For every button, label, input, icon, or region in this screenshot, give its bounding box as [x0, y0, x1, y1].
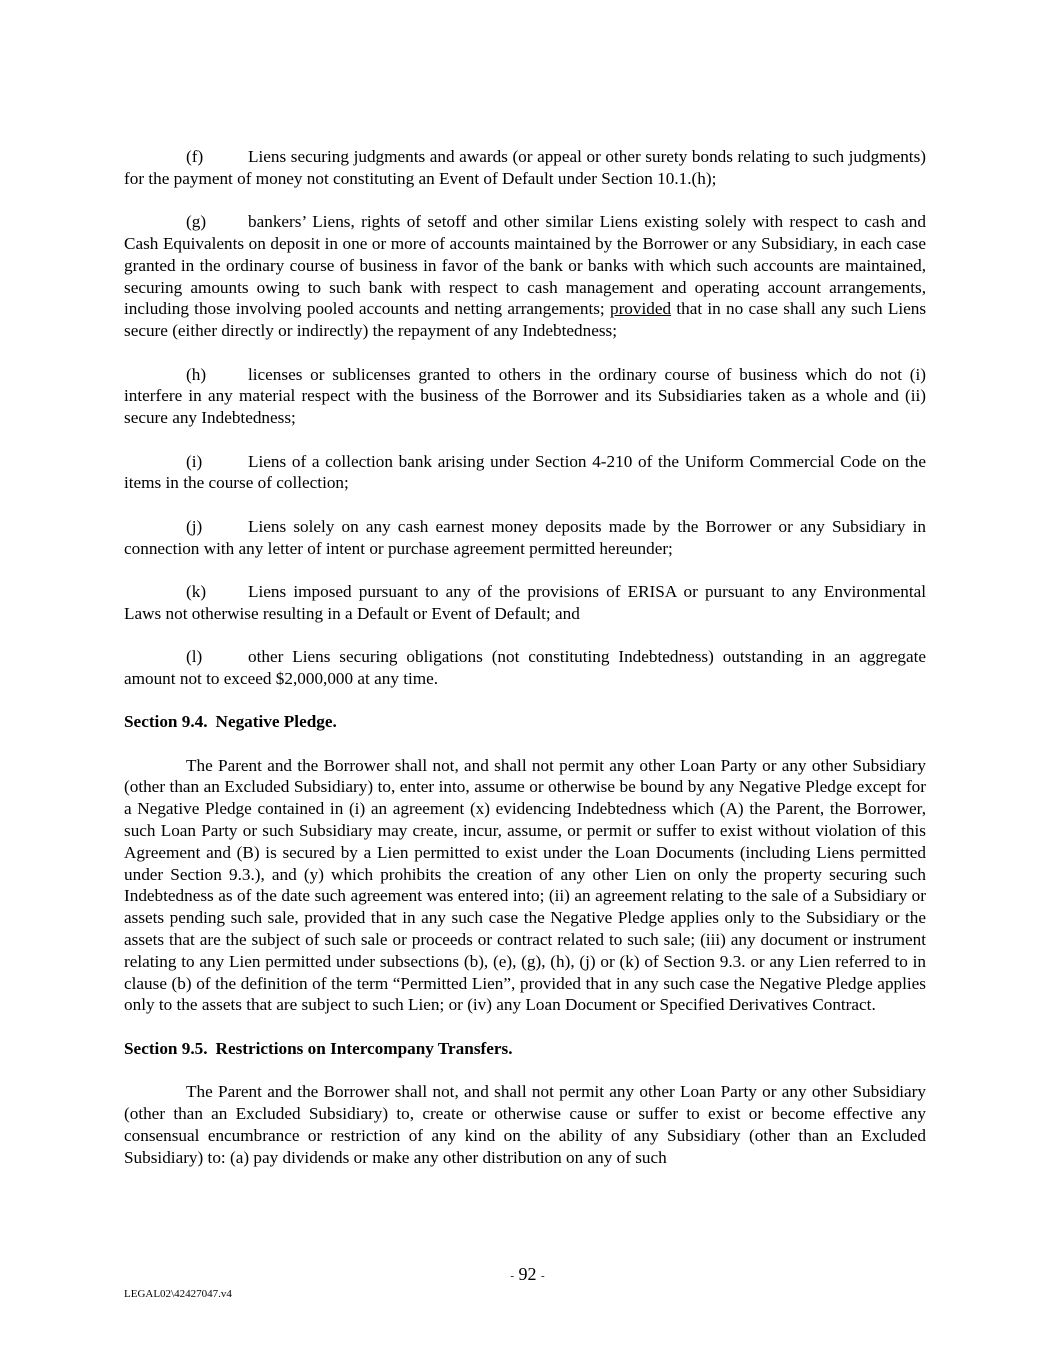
clause-label: (h): [186, 364, 207, 384]
section-number: Section 9.5.: [124, 1038, 208, 1058]
provided-term: provided: [609, 299, 672, 319]
clause-label: (i): [186, 451, 203, 471]
clause-text: other Liens securing obligations (not constituting Indebtedness) outstanding in an aggregate amount not to exceed $2,000,000 at any time.: [124, 647, 926, 688]
clause-f: [124, 146, 926, 190]
clause-l: [124, 646, 926, 690]
page-number-dash-right: -: [541, 1269, 545, 1282]
section-9-4-heading: [124, 711, 926, 733]
clause-label: (l): [186, 647, 203, 667]
clause-label: (f): [186, 147, 204, 166]
section-title: Negative Pledge.: [215, 712, 337, 732]
clause-text: bankers’ Liens, rights of setoff and other similar Liens existing solely with respect to cash and Cash Equivalents on deposit in one or more of accounts maintained by the Borrower or any Subsidiary, in each case granted in the ordinary course of business in favor of the bank or banks with which such accounts are maintained, securing amounts owing to such bank with respect to cash management and operating account arrangements, including those involving pooled accounts and netting arrangements;: [124, 212, 926, 319]
clause-h: [124, 364, 926, 429]
clause-label: (g): [186, 212, 207, 232]
section-number: Section 9.4.: [124, 712, 208, 732]
clause-text-continued: that in no case shall any such Liens secure (either directly or indirectly) the repayment of any Indebtedness;: [124, 299, 927, 341]
clause-g: [124, 211, 926, 342]
clause-i: [124, 451, 926, 495]
page-content: [124, 146, 926, 1190]
section-9-5-body: The Parent and the Borrower shall not, and shall not permit any other Loan Party or any other Subsidiary (other than an Excluded Subsidiary) to, create or otherwise cause or suffer to exist or become effective any consensual encumbrance or restriction of any kind on the ability of any Subsidiary (other than an Excluded Subsidiary) to: (a) pay dividends or make any other distribution on any of such: [124, 1082, 926, 1167]
page-number-dash-left: -: [510, 1269, 514, 1282]
clause-text: Liens solely on any cash earnest money deposits made by the Borrower or any Subsidiary in connection with any letter of intent or purchase agreement permitted hereunder;: [124, 516, 926, 558]
section-title: Restrictions on Intercompany Transfers.: [215, 1038, 513, 1058]
clause-text: Liens securing judgments and awards (or appeal or other surety bonds relating to such judgments) for the payment of money not constituting an Event of Default under Section 10.1.(h);: [124, 147, 926, 188]
page-number-value: 92: [518, 1264, 537, 1284]
section-9-4-body: The Parent and the Borrower shall not, and shall not permit any other Loan Party or any other Subsidiary (other than an Excluded Subsidiary) to, enter into, assume or otherwise be bound by any Negative Pledge except for a Negative Pledge contained in (i) an agreement (x) evidencing Indebtedness which (A) the Parent, the Borrower, such Loan Party or such Subsidiary may create, incur, assume, or permit or suffer to exist without violation of this Agreement and (B) is secured by a Lien permitted to exist under the Loan Documents (including Liens permitted under Section 9.3.), and (y) which prohibits the creation of any other Lien on only the property securing such Indebtedness as of the date such agreement was entered into; (ii) an agreement relating to the sale of a Subsidiary or assets pending such sale, provided that in any such case the Negative Pledge applies only to the Subsidiary or the assets that are the subject of such sale or proceeds or contract related to such sale; (iii) any document or instrument relating to any Lien permitted under subsections (b), (e), (g), (h), (j) or (k) of Section 9.3. or any Lien referred to in clause (b) of the definition of the term “Permitted Lien”, provided that in any such case the Negative Pledge applies only to the assets that are subject to such Lien; or (iv) any Loan Document or Specified Derivatives Contract.: [124, 755, 926, 1015]
document-id: LEGAL02\42427047.v4: [124, 1288, 232, 1300]
clause-j: [124, 516, 926, 560]
clause-text: licenses or sublicenses granted to others in the ordinary course of business which do not (i) interfere in any material respect with the business of the Borrower and its Subsidiaries taken as a whole and (ii) secure any Indebtedness;: [124, 364, 926, 428]
clause-label: (k): [186, 581, 207, 601]
clause-label: (j): [186, 516, 203, 536]
page-number: [0, 1264, 1055, 1285]
section-9-5-heading: [124, 1038, 926, 1060]
clause-text: Liens imposed pursuant to any of the provisions of ERISA or pursuant to any Environmental Laws not otherwise resulting in a Default or Event of Default; and: [124, 581, 926, 623]
clause-k: [124, 581, 926, 625]
clause-text: Liens of a collection bank arising under Section 4-210 of the Uniform Commercial Code on the items in the course of collection;: [124, 451, 926, 493]
